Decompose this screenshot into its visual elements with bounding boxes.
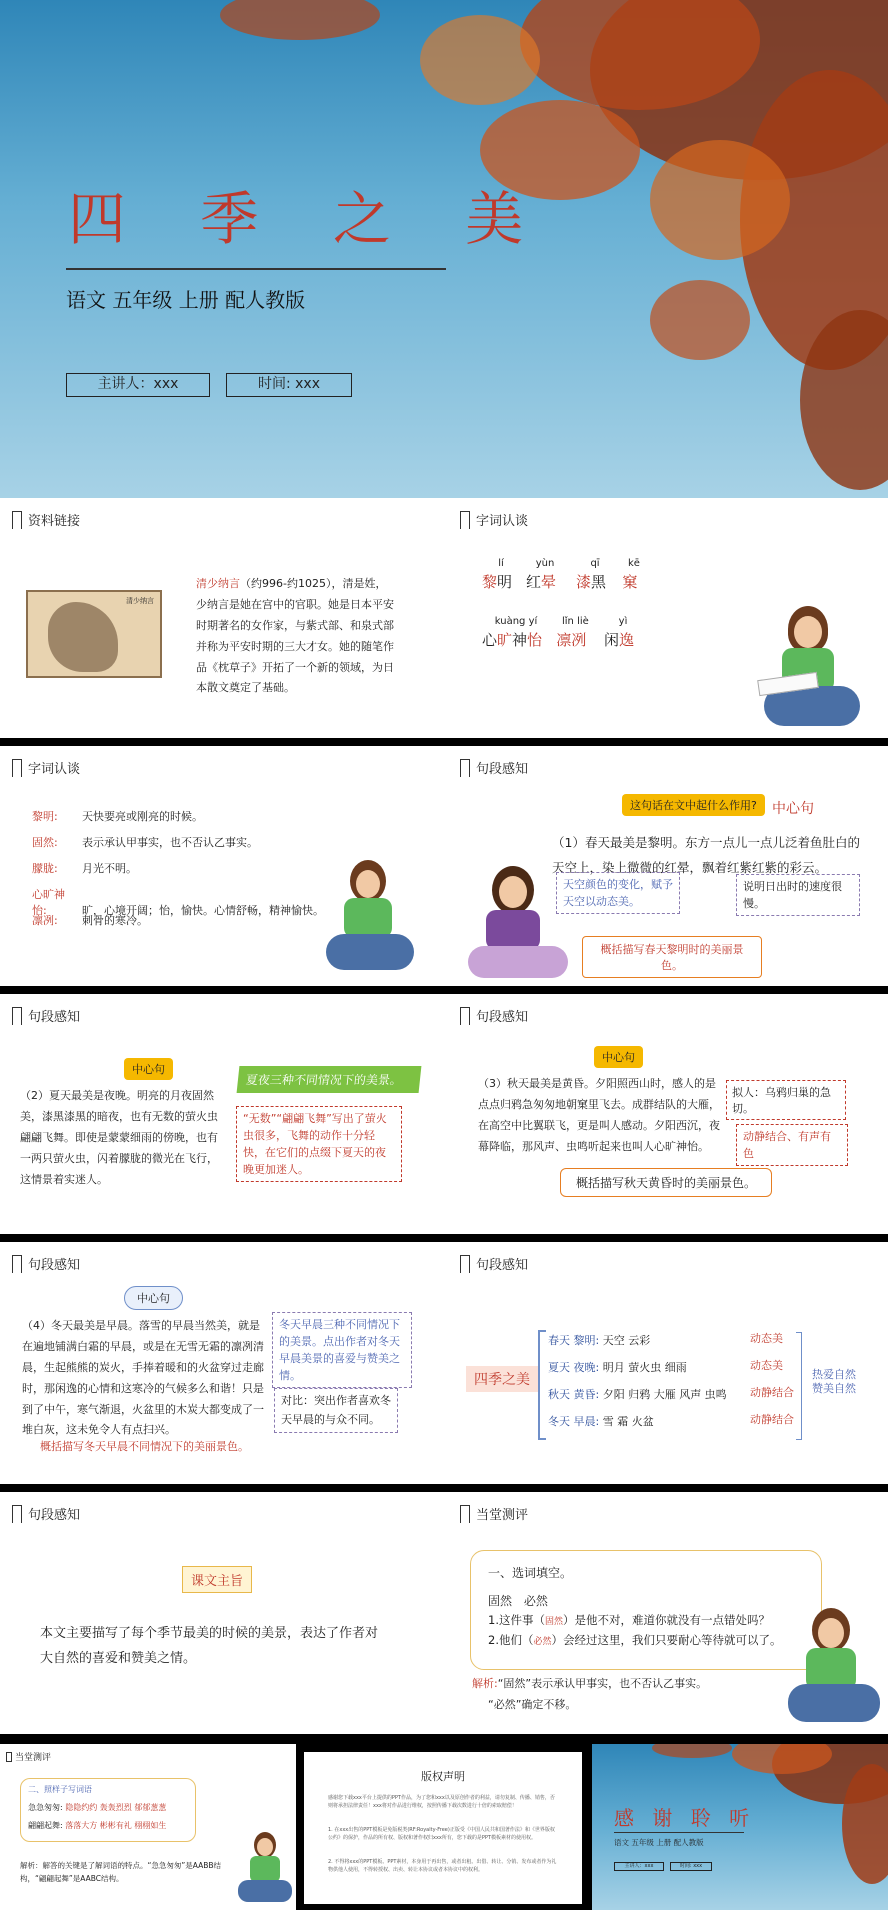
definition-text: 旷，心境开阔；怡，愉快。心情舒畅，精神愉快。 [82, 904, 324, 917]
bookmark-icon [12, 1007, 22, 1025]
thanks-subtitle: 语文 五年级 上册 配人教版 [614, 1838, 704, 1847]
season-label: 春天 黎明: [548, 1334, 600, 1347]
slide-defs [0, 746, 888, 986]
map-title: 四季之美 [466, 1366, 538, 1392]
autumn-note-personify: 拟人：乌鸦归巢的急切。 [726, 1080, 846, 1120]
cover-subtitle: 语文 五年级 上册 配人教版 [66, 288, 306, 312]
conclusion-praise: 赞美自然 [812, 1382, 856, 1395]
definition-row [32, 834, 258, 850]
quiz2-row1: 急急匆匆: 隐隐约约 轰轰烈烈 郁郁葱葱 [28, 1803, 167, 1812]
season-row [548, 1359, 687, 1375]
question-bubble: 这句话在文中起什么作用? [622, 794, 765, 816]
bookmark-icon [460, 1505, 470, 1523]
quiz-q1: 1.这件事（固然）是他不对，难道你就没有一点错处吗？ [488, 1613, 770, 1627]
definition-text: 天快要亮或刚亮的时候。 [82, 810, 203, 823]
slide-winter-map [0, 1242, 888, 1484]
word-pinyin: kē [628, 558, 640, 569]
definition-term: 朦胧: [32, 862, 58, 875]
word-pinyin: lí [498, 558, 504, 569]
season-label: 夏天 夜晚: [548, 1361, 600, 1374]
season-row [548, 1413, 654, 1429]
time-box: 时间: xxx [226, 373, 352, 397]
season-items: 明月 萤火虫 细雨 [599, 1361, 687, 1374]
copyright-text-1: 感谢您下载xxx平台上提供的PPT作品，为了您和xxx以及原创作者的利益，请勿复制、传播、销售，否则将承担法律责任！xxx将对作品进行维权，按照传播下载次数进行十倍的索取赔偿！ [328, 1795, 555, 1809]
word-text: 黎明 [482, 573, 513, 591]
winter-summary: 概括描写冬天早晨不同情况下的美丽景色。 [40, 1440, 249, 1453]
definition-term: 固然: [32, 836, 58, 849]
answer-analysis: 解析:“固然”表示承认甲事实，也不否认乙事实。 “必然”确定不移。 [472, 1677, 708, 1711]
word-item [482, 558, 512, 592]
quiz2-title: 二、照样子写词语 [28, 1785, 92, 1794]
section-header: 当堂测评 [6, 1750, 51, 1763]
cover-title: 四 季 之 美 [68, 185, 552, 253]
season-row [548, 1332, 650, 1348]
bookmark-icon [6, 1752, 12, 1762]
center-sentence-tag-2: 中心句 [594, 1046, 643, 1068]
quiz2-row2: 翩翩起舞: 落落大方 彬彬有礼 栩栩如生 [28, 1821, 167, 1830]
word-pinyin: lǐn liè [562, 616, 589, 627]
copyright-title: 版权声明 [421, 1770, 465, 1783]
section-header-right: 当堂测评 [460, 1504, 528, 1523]
season-label: 冬天 早晨: [548, 1415, 600, 1428]
word-text: 窠 [622, 573, 638, 591]
bookmark-icon [460, 511, 470, 529]
word-text: 红晕 [526, 573, 557, 591]
map-bracket [538, 1330, 546, 1440]
section-header-right: 句段感知 [460, 1006, 528, 1025]
girl-reading-image [784, 1604, 884, 1730]
theme-text: 本文主要描写了每个季节最美的时候的美景，表达了作者对大自然的喜爱和赞美之情。 [40, 1626, 379, 1666]
bookmark-icon [12, 1255, 22, 1273]
definition-term: 心旷神怡: [32, 888, 65, 917]
bookmark-icon [12, 1505, 22, 1523]
figure-shape [48, 602, 118, 672]
summer-note: “无数”“翩翩飞舞”写出了萤火虫很多，飞舞的动作十分轻快，在它们的点缀下夏天的夜晚更加迷人。 [236, 1106, 402, 1182]
section-header: 资料链接 [12, 510, 80, 529]
autumn-summary: 概括描写秋天黄昏时的美丽景色。 [560, 1168, 772, 1197]
word-pinyin: qī [590, 558, 600, 569]
slide-summer-autumn [0, 994, 888, 1234]
beauty-type: 动静结合 [750, 1386, 794, 1399]
word-text: 闲逸 [604, 631, 635, 649]
definition-term: 凛冽: [32, 914, 58, 927]
girl-reading-image [758, 602, 868, 732]
season-items: 天空 云彩 [599, 1334, 651, 1347]
winter-paragraph: （4）冬天最美是早晨。落雪的早晨当然美，就是在遍地铺满白霜的早晨，或是在无雪无霜的凛冽清晨，生起熊熊的炭火，手捧着暖和的火盆穿过走廊时，那闲逸的心情和这寒冷的气候多么和谐！只是到了中午，寒气渐退，火盆里的木炭大都变成了一堆白灰，这未免令人有点扫兴。 [22, 1319, 264, 1437]
girl-reading-image [322, 858, 418, 978]
slide-material [0, 498, 888, 738]
center-sentence-bubble: 中心句 [124, 1286, 183, 1310]
word-item [604, 616, 634, 650]
bookmark-icon [460, 1255, 470, 1273]
center-sentence-tag: 中心句 [124, 1058, 173, 1080]
section-header-right: 句段感知 [460, 1254, 528, 1273]
book-illustration [26, 590, 162, 678]
section-header-right: 句段感知 [460, 758, 528, 777]
thanks-divider [614, 1832, 744, 1833]
conclusion-love: 热爱自然 [812, 1368, 856, 1381]
word-item [482, 616, 542, 650]
section-header: 句段感知 [12, 1504, 80, 1523]
autumn-note-motion: 动静结合、有声有色 [736, 1124, 848, 1166]
definition-row [32, 808, 203, 824]
word-pinyin: yùn [535, 558, 555, 569]
definition-row [32, 860, 137, 876]
beauty-type: 动态美 [750, 1332, 783, 1345]
season-items: 雪 霜 火盆 [599, 1415, 654, 1428]
spring-summary: 概括描写春天黎明时的美丽景色。 [582, 936, 762, 978]
note-sunrise-speed: 说明日出时的速度很慢。 [736, 874, 860, 916]
section-header: 句段感知 [12, 1254, 80, 1273]
type-bracket [796, 1332, 802, 1440]
definition-text: 月光不明。 [82, 862, 137, 875]
quiz-options: 固然 必然 [488, 1594, 548, 1608]
slide-theme-quiz [0, 1492, 888, 1734]
bookmark-icon [460, 1007, 470, 1025]
summer-paragraph: （2）夏天最美是夜晚。明亮的月夜固然美，漆黑漆黑的暗夜，也有无数的萤火虫翩翩飞舞。即使是蒙蒙细雨的傍晚，也有一两只萤火虫，闪着朦胧的微光在飞行，这情景着实迷人。 [20, 1089, 218, 1186]
thanks-time: 时间: xxx [670, 1862, 712, 1871]
word-text: 凛冽 [556, 631, 587, 649]
word-item [526, 558, 556, 592]
bookmark-icon [460, 759, 470, 777]
word-pinyin: yì [618, 616, 628, 627]
title-divider [66, 268, 446, 270]
slide-copyright [304, 1752, 582, 1904]
book-label: 清少纳言 [126, 597, 154, 605]
section-header-right: 字词认谈 [460, 510, 528, 529]
definition-text: 表示承认甲事实，也不否认乙事实。 [82, 836, 258, 849]
section-header: 字词认谈 [12, 758, 80, 777]
note-sky-color: 天空颜色的变化，赋予天空以动态美。 [556, 872, 680, 914]
summer-green-banner: 夏夜三种不同情况下的美景。 [237, 1066, 422, 1093]
quiz-title: 一、选词填空。 [488, 1566, 573, 1580]
slide-thanks [592, 1744, 888, 1910]
word-item [576, 558, 606, 592]
word-text: 心旷神怡 [482, 631, 543, 649]
bookmark-icon [12, 511, 22, 529]
cover-slide [0, 0, 888, 498]
girl-reading-image [236, 1830, 294, 1908]
season-label: 秋天 黄昏: [548, 1388, 600, 1401]
center-sentence-label: 中心句 [772, 801, 814, 817]
presenter-box: 主讲人：xxx [66, 373, 210, 397]
definition-term: 黎明: [32, 810, 58, 823]
section-header: 句段感知 [12, 1006, 80, 1025]
bookmark-icon [12, 759, 22, 777]
beauty-type: 动态美 [750, 1359, 783, 1372]
season-row [548, 1386, 727, 1402]
thanks-title: 感 谢 聆 听 [614, 1806, 756, 1830]
word-pinyin: kuàng yí [494, 616, 538, 627]
slide-quiz-2 [0, 1744, 296, 1910]
word-item [554, 616, 589, 650]
copyright-text-3: 2. 不得将xxx的PPT模板、PPT素材，本身用于再出售，或者出租、出借、转让、分销、发布或者作为礼物供他人使用，不得转授权、出卖、转让本协议或者本协议中的权利。 [328, 1859, 557, 1873]
spring-paragraph: （1）春天最美是黎明。东方一点儿一点儿泛着鱼肚白的天空上，染上微微的红晕，飘着红紫红紫的彩云。 [552, 835, 860, 875]
winter-note-scenes: 冬天早晨三种不同情况下的美景。点出作者对冬天早晨美景的喜爱与赞美之情。 [272, 1312, 412, 1388]
copyright-text-2: 1. 在xxx出售的PPT模板是免版税类(RF:Royalty-Free)正版受《中国人民共和国著作法》和《世界版权公约》的保护，作品的所有权、版权和著作权归xxx所有，您下载的是PPT模板素材的使用权。 [328, 1827, 555, 1841]
beauty-type: 动静结合 [750, 1413, 794, 1426]
word-text: 漆黑 [576, 573, 607, 591]
quiz-q2: 2.他们（必然）会经过这里，我们只要耐心等待就可以了。 [488, 1633, 782, 1647]
word-item [620, 558, 640, 592]
definition-row [32, 912, 148, 928]
winter-note-contrast: 对比：突出作者喜欢冬天早晨的与众不同。 [274, 1388, 398, 1433]
season-items: 夕阳 归鸦 大雁 风声 虫鸣 [599, 1388, 727, 1401]
theme-label: 课文主旨 [182, 1566, 252, 1593]
thanks-presenter: 主讲人：xxx [614, 1862, 664, 1871]
autumn-paragraph: （3）秋天最美是黄昏。夕阳照西山时，感人的是点点归鸦急匆匆地朝窠里飞去。成群结队的大雁，在高空中比翼联飞，更是叫人感动。夕阳西沉，夜幕降临，那风声、虫鸣听起来也叫人心旷神怡。 [478, 1077, 720, 1153]
author-intro: 清少纳言（约996-约1025），清是姓，少纳言是她在宫中的官职。她是日本平安时期著名的女作家，与紫式部、和泉式部并称为平安时期的三大才女。她的随笔作品《枕草子》开拓了一个新的领域，为日本散文奠定了基础。 [196, 577, 394, 695]
definition-text: 刺骨的寒冷。 [82, 914, 148, 927]
quiz2-note: 解析：解答的关键是了解词语的特点。“急急匆匆”是AABB结构，“翩翩起舞”是AABC结构。 [20, 1861, 222, 1883]
